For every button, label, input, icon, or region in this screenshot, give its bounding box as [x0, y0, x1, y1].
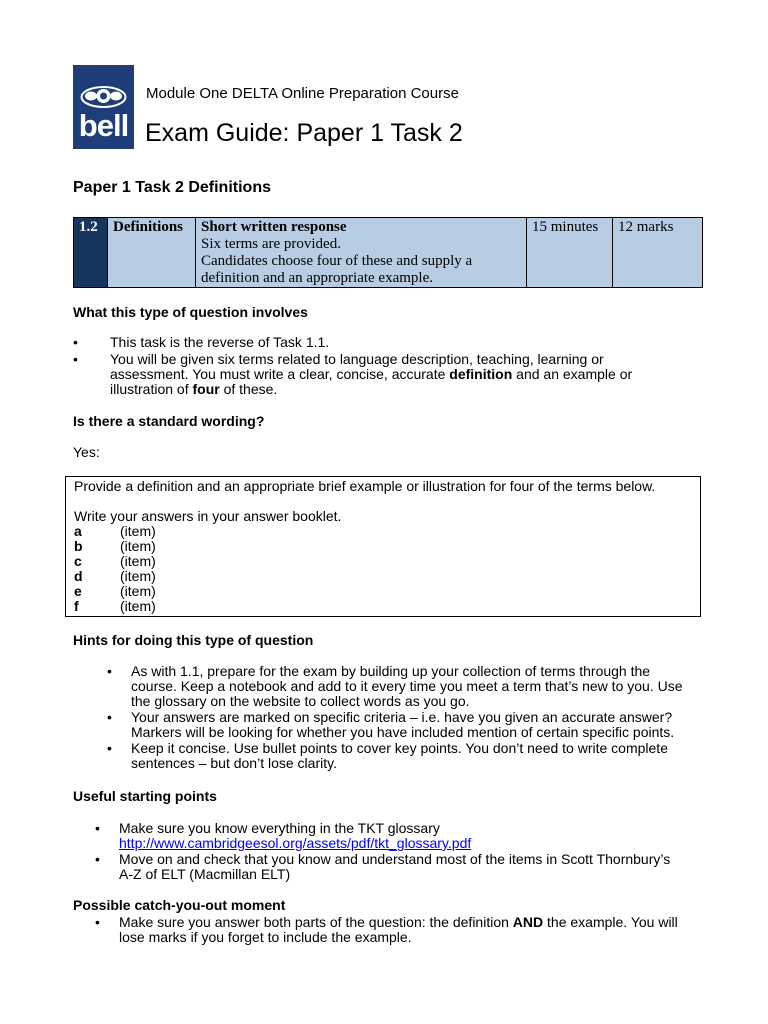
task-marks: 12 marks — [613, 218, 703, 288]
response-line: definition and an appropriate example. — [201, 270, 433, 286]
task-time: 15 minutes — [527, 218, 613, 288]
bullet-icon: • — [95, 820, 100, 836]
logo-wordmark: bell — [78, 108, 129, 143]
task-description — [196, 218, 527, 288]
section-title: Paper 1 Task 2 Definitions — [73, 179, 271, 196]
course-title: Module One DELTA Online Preparation Course — [146, 85, 459, 102]
catch-list — [95, 914, 719, 947]
wording-answer: Yes: — [73, 444, 100, 460]
involves-list — [73, 334, 710, 399]
list-item: a (item) — [74, 523, 156, 539]
bullet-icon: • — [107, 663, 112, 679]
list-item: • Keep it concise. Use bullet points to cover key points. You don’t need to write complete sentences – but don’t lose clarity. — [107, 740, 668, 771]
bullet-icon: • — [73, 351, 78, 367]
bullet-icon: • — [95, 851, 100, 867]
task-spec-table — [73, 217, 703, 288]
list-item: b (item) — [74, 538, 156, 554]
hints-list — [107, 663, 721, 773]
list-item: f (item) — [74, 598, 156, 614]
list-item: • You will be given six terms related to language description, teaching, learning or assessment. You must write a clear, concise, accurate definition and an example or illustration of four of these. — [73, 351, 633, 397]
response-line: Candidates choose four of these and supply a — [201, 253, 473, 269]
list-item: e (item) — [74, 583, 156, 599]
task-name: Definitions — [108, 218, 196, 288]
bullet-icon: • — [107, 740, 112, 756]
hints-heading: Hints for doing this type of question — [73, 632, 314, 648]
list-item: • This task is the reverse of Task 1.1. — [73, 334, 330, 350]
response-line: Six terms are provided. — [201, 236, 341, 252]
catch-heading: Possible catch-you-out moment — [73, 897, 286, 913]
exam-title: Exam Guide: Paper 1 Task 2 — [145, 119, 463, 147]
involves-heading: What this type of question involves — [73, 304, 308, 320]
bullet-icon: • — [73, 334, 78, 350]
task-number: 1.2 — [74, 218, 108, 288]
starting-points-heading: Useful starting points — [73, 788, 217, 804]
list-item: • Make sure you know everything in the TKT glossary http://www.cambridgeesol.org/assets/pdf/tkt_glossary.pdf — [95, 820, 472, 851]
list-item: • Move on and check that you know and understand most of the items in Scott Thornbury’s A-Z of ELT (Macmillan ELT) — [95, 851, 671, 882]
standard-wording-box — [65, 476, 701, 617]
list-item: d (item) — [74, 568, 156, 584]
bullet-icon: • — [107, 709, 112, 725]
list-item: • Make sure you answer both parts of the question: the definition AND the example. You will lose marks if you forget to include the example. — [95, 914, 678, 945]
table-row — [74, 218, 703, 288]
list-item: • As with 1.1, prepare for the exam by building up your collection of terms through the course. Keep a notebook and add to it every time you meet a term that’s new to you. Use the glossary on the website to collect words as you go. — [107, 663, 683, 709]
list-item: c (item) — [74, 553, 156, 569]
bell-logo — [73, 65, 134, 149]
box-instruction: Provide a definition and an appropriate brief example or illustration for four of the terms below. — [74, 478, 656, 494]
bullet-icon: • — [95, 914, 100, 930]
wording-heading: Is there a standard wording? — [73, 413, 265, 429]
starting-points-list — [95, 820, 719, 884]
list-item: • Your answers are marked on specific criteria – i.e. have you given an accurate answer? Markers will be looking for whether you have included mention of certain specific points. — [107, 709, 675, 740]
bell-emblem-icon — [73, 65, 134, 111]
response-type: Short written response — [201, 219, 347, 235]
box-instruction: Write your answers in your answer booklet. — [74, 508, 342, 524]
tkt-glossary-link[interactable]: http://www.cambridgeesol.org/assets/pdf/tkt_glossary.pdf — [119, 835, 472, 851]
